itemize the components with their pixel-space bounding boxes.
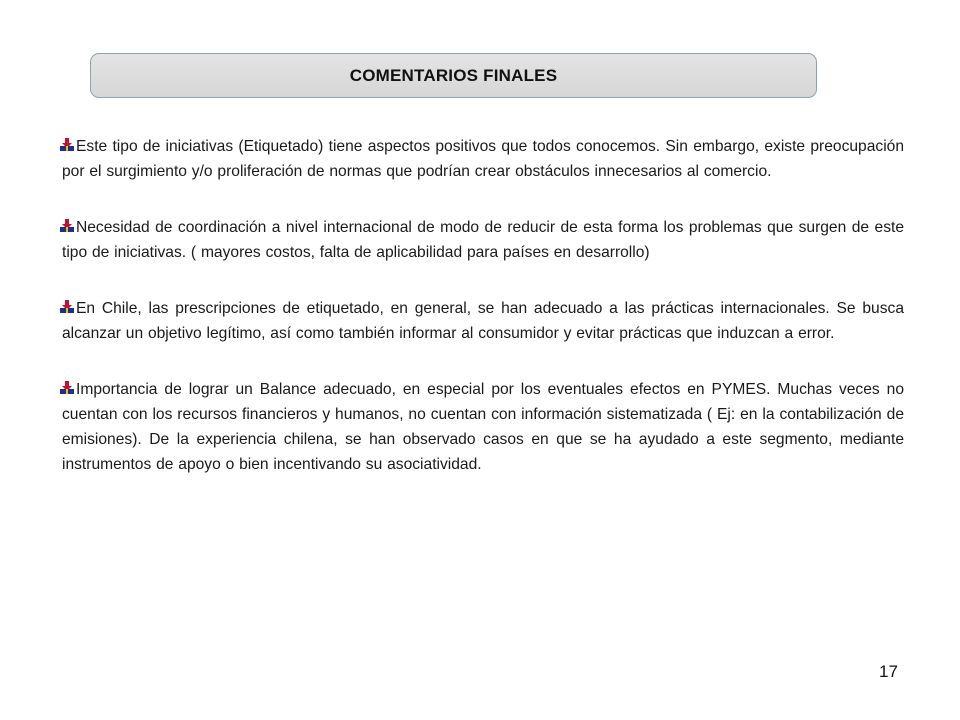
bullet-text: Importancia de lograr un Balance adecuado, en especial por los eventuales efectos en PYMES. Muchas veces no cuentan con los recursos financieros y humanos, no cuentan con información sistematizada ( Ej: en la contabilización de emisiones). De la experiencia chilena, se han observado casos en que se ha ayudado a este segmento, mediante instrumentos de apoyo o bien incentivando su asociatividad. [62, 381, 904, 473]
bullet-text: En Chile, las prescripciones de etiquetado, en general, se han adecuado a las prácticas internacionales. Se busca alcanzar un objetivo legítimo, así como también informar al consumidor y evitar prácticas que induzcan a error. [62, 300, 904, 342]
bullet-list [62, 134, 904, 508]
bullet-text: Necesidad de coordinación a nivel internacional de modo de reducir de esta forma los problemas que surgen de este tipo de iniciativas. ( mayores costos, falta de aplicabilidad para países en desarrollo) [62, 219, 904, 261]
bullet-arrow-icon [60, 219, 74, 232]
bullet-item [62, 215, 904, 265]
bullet-arrow-icon [60, 138, 74, 151]
bullet-item [62, 377, 904, 477]
bullet-item [62, 296, 904, 346]
bullet-item [62, 134, 904, 184]
page-number: 17 [879, 662, 898, 681]
bullet-text: Este tipo de iniciativas (Etiquetado) tiene aspectos positivos que todos conocemos. Sin embargo, existe preocupación por el surgimiento y/o proliferación de normas que podrían crear obstáculos innecesarios al comercio. [62, 138, 904, 180]
slide-title: COMENTARIOS FINALES [349, 65, 558, 85]
bullet-arrow-icon [60, 300, 74, 313]
bullet-arrow-icon [60, 381, 74, 394]
title-bar [90, 53, 817, 98]
